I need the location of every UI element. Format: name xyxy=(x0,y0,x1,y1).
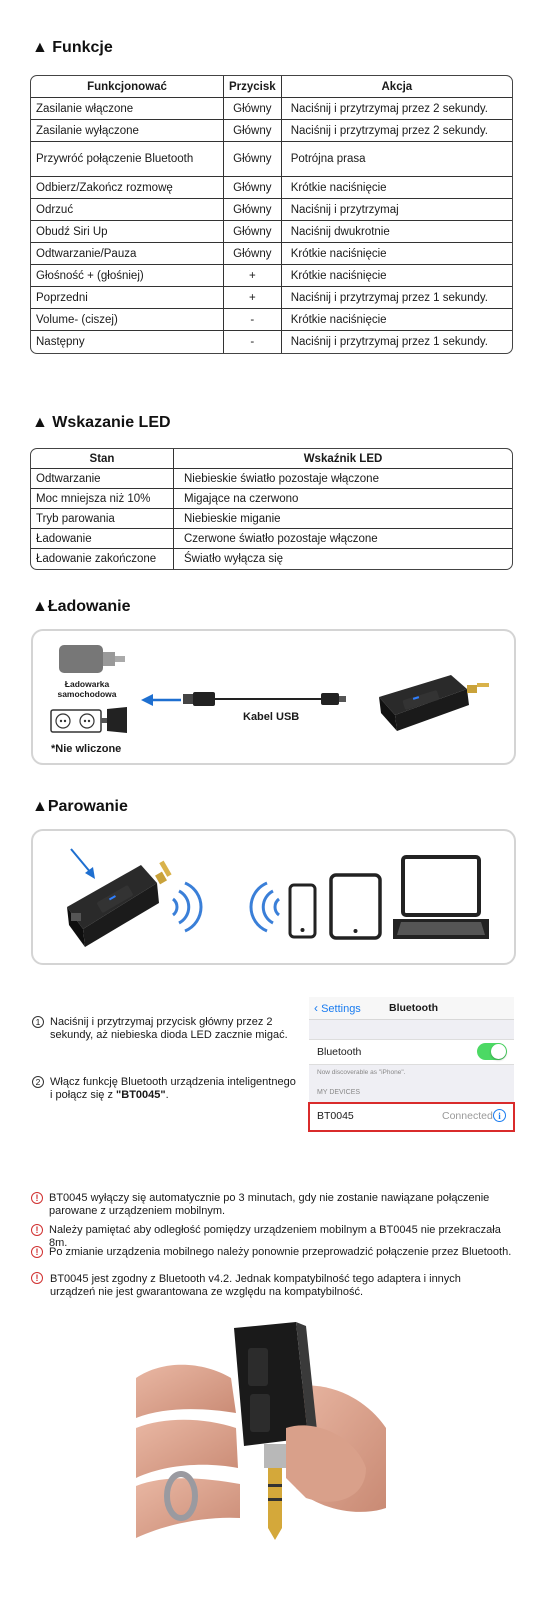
function-cell: Odrzuć xyxy=(31,199,224,221)
note-1: BT0045 wyłączy się automatycznie po 3 minutach, gdy nie zostanie nawiązane połączenie parowane z urządzeniem mobilnym. xyxy=(49,1192,490,1217)
pairing-illustration xyxy=(31,829,516,965)
bt-adapter-image xyxy=(57,843,177,955)
step-2-device-name: "BT0045" xyxy=(116,1089,166,1101)
functions-table xyxy=(30,75,513,354)
led-state-cell: Ładowanie xyxy=(31,529,174,549)
functions-row xyxy=(31,98,512,120)
action-cell: Krótkie naciśnięcie xyxy=(282,243,512,265)
functions-row xyxy=(31,177,512,199)
led-state-cell: Tryb parowania xyxy=(31,509,174,529)
ios-bluetooth-row xyxy=(309,1039,514,1065)
usb-cable-icon xyxy=(181,687,351,711)
note-2: Należy pamiętać aby odległość pomiędzy urządzeniem mobilnym a BT0045 nie przekraczała 8m. xyxy=(49,1224,501,1249)
button-cell: Główny xyxy=(224,98,282,120)
ios-device-name: BT0045 xyxy=(317,1110,354,1122)
car-charger-label-1: Ładowarka xyxy=(64,679,110,689)
step-2-number-icon: 2 xyxy=(32,1076,44,1088)
not-included-label: *Nie wliczone xyxy=(51,743,122,755)
ios-back-label: Settings xyxy=(321,1003,361,1015)
led-row xyxy=(31,489,512,509)
car-charger-icon xyxy=(55,643,127,675)
led-state-cell: Ładowanie zakończone xyxy=(31,549,174,569)
button-cell: + xyxy=(224,265,282,287)
ios-nav-bar xyxy=(309,997,514,1020)
button-cell: Główny xyxy=(224,120,282,142)
led-row xyxy=(31,529,512,549)
led-table xyxy=(30,448,513,570)
phone-icon xyxy=(288,883,318,939)
functions-title: ▲ Funkcje xyxy=(32,39,113,56)
function-cell: Poprzedni xyxy=(31,287,224,309)
bluetooth-wave-icon xyxy=(243,877,283,937)
action-cell: Naciśnij i przytrzymaj przez 1 sekundy. xyxy=(282,287,512,309)
ios-bluetooth-label: Bluetooth xyxy=(317,1046,362,1058)
functions-row xyxy=(31,243,512,265)
led-state-cell: Odtwarzanie xyxy=(31,469,174,489)
action-cell: Naciśnij i przytrzymaj przez 2 sekundy. xyxy=(282,98,512,120)
step-2-text-main: Włącz funkcję Bluetooth urządzenia inteligentnego i połącz się z xyxy=(50,1076,296,1101)
warning-icon: ! xyxy=(31,1272,43,1284)
action-cell: Krótkie naciśnięcie xyxy=(282,265,512,287)
led-indicator-cell: Migające na czerwono xyxy=(174,489,512,509)
function-cell: Zasilanie włączone xyxy=(31,98,224,120)
led-header-indicator: Wskaźnik LED xyxy=(174,449,512,469)
step-1-number-icon: 1 xyxy=(32,1016,44,1028)
function-cell: Przywróć połączenie Bluetooth xyxy=(31,142,224,177)
action-cell: Krótkie naciśnięcie xyxy=(282,177,512,199)
step-2-text-end: . xyxy=(165,1089,169,1101)
functions-header-action: Akcja xyxy=(282,76,512,98)
action-cell: Naciśnij dwukrotnie xyxy=(282,221,512,243)
laptop-icon xyxy=(389,855,493,943)
pairing-title: ▲Parowanie xyxy=(32,798,128,815)
led-row xyxy=(31,549,512,569)
functions-row xyxy=(31,199,512,221)
ios-bluetooth-toggle[interactable] xyxy=(477,1043,507,1060)
step-1-text: Naciśnij i przytrzymaj przycisk główny przez 2 sekundy, aż niebieska dioda LED zacznie migać. xyxy=(50,1016,288,1041)
wall-adapter-icon xyxy=(49,705,133,735)
toggle-knob xyxy=(491,1044,506,1059)
arrow-left-icon xyxy=(141,693,183,707)
action-cell: Potrójna prasa xyxy=(282,142,512,177)
warning-icon: ! xyxy=(31,1224,43,1236)
function-cell: Następny xyxy=(31,331,224,353)
function-cell: Głośność + (głośniej) xyxy=(31,265,224,287)
button-cell: + xyxy=(224,287,282,309)
functions-header-button: Przycisk xyxy=(224,76,282,98)
led-indicator-cell: Światło wyłącza się xyxy=(184,553,284,565)
note-3: Po zmianie urządzenia mobilnego należy ponownie przeprowadzić połączenie przez Bluetooth. xyxy=(49,1246,512,1258)
button-cell: Główny xyxy=(224,199,282,221)
bt-adapter-image xyxy=(373,663,493,733)
product-photo xyxy=(136,1318,386,1550)
led-indicator-cell: Niebieskie światło pozostaje włączone xyxy=(174,469,512,489)
functions-row xyxy=(31,221,512,243)
led-title: ▲ Wskazanie LED xyxy=(32,414,171,431)
ios-bluetooth-screen xyxy=(309,997,514,1132)
warning-icon: ! xyxy=(31,1192,43,1204)
bluetooth-wave-icon xyxy=(169,877,209,937)
button-cell: Główny xyxy=(224,221,282,243)
action-cell: Naciśnij i przytrzymaj przez 1 sekundy. xyxy=(290,336,488,348)
step-2-text xyxy=(50,1076,298,1102)
tablet-icon xyxy=(329,873,383,941)
function-cell: Odbierz/Zakończ rozmowę xyxy=(31,177,224,199)
led-row xyxy=(31,469,512,489)
function-cell: Volume- (ciszej) xyxy=(31,309,224,331)
ios-my-devices-header: MY DEVICES xyxy=(317,1089,361,1096)
led-state-cell: Moc mniejsza niż 10% xyxy=(31,489,174,509)
ios-device-status: Connected xyxy=(442,1110,493,1122)
charging-illustration xyxy=(31,629,516,765)
warning-icon: ! xyxy=(31,1246,43,1258)
action-cell: Naciśnij i przytrzymaj xyxy=(282,199,512,221)
action-cell: Krótkie naciśnięcie xyxy=(282,309,512,331)
led-indicator-cell: Niebieskie miganie xyxy=(174,509,512,529)
car-charger-label-2: samochodowa xyxy=(57,689,117,699)
button-cell: - xyxy=(224,331,282,353)
note-4: BT0045 jest zgodny z Bluetooth v4.2. Jednak kompatybilność tego adaptera i innych urządzeń nie jest gwarantowana ze względu na kompatybilność. xyxy=(50,1273,461,1298)
charging-title: ▲Ładowanie xyxy=(32,598,131,615)
led-row xyxy=(31,509,512,529)
button-cell: Główny xyxy=(224,243,282,265)
chevron-left-icon: ‹ xyxy=(314,1001,318,1015)
functions-row xyxy=(31,309,512,331)
ios-discoverable-text: Now discoverable as "iPhone". xyxy=(317,1069,406,1076)
functions-row xyxy=(31,287,512,309)
functions-row xyxy=(31,265,512,287)
ios-title: Bluetooth xyxy=(389,1002,438,1014)
function-cell: Zasilanie wyłączone xyxy=(31,120,224,142)
function-cell: Obudź Siri Up xyxy=(31,221,224,243)
led-header-state: Stan xyxy=(31,449,174,469)
ios-back-button[interactable] xyxy=(314,1001,361,1015)
functions-header-function: Funkcjonować xyxy=(31,76,224,98)
button-cell: Główny xyxy=(224,177,282,199)
usb-cable-label: Kabel USB xyxy=(243,711,300,723)
functions-row xyxy=(31,120,512,142)
ios-device-row[interactable] xyxy=(308,1102,515,1132)
button-cell: Główny xyxy=(224,142,282,177)
button-cell: - xyxy=(224,309,282,331)
functions-row xyxy=(31,331,512,353)
action-cell: Naciśnij i przytrzymaj przez 2 sekundy. xyxy=(282,120,512,142)
functions-row xyxy=(31,142,512,177)
function-cell: Odtwarzanie/Pauza xyxy=(31,243,224,265)
info-icon[interactable]: i xyxy=(493,1109,506,1122)
led-indicator-cell: Czerwone światło pozostaje włączone xyxy=(174,529,512,549)
